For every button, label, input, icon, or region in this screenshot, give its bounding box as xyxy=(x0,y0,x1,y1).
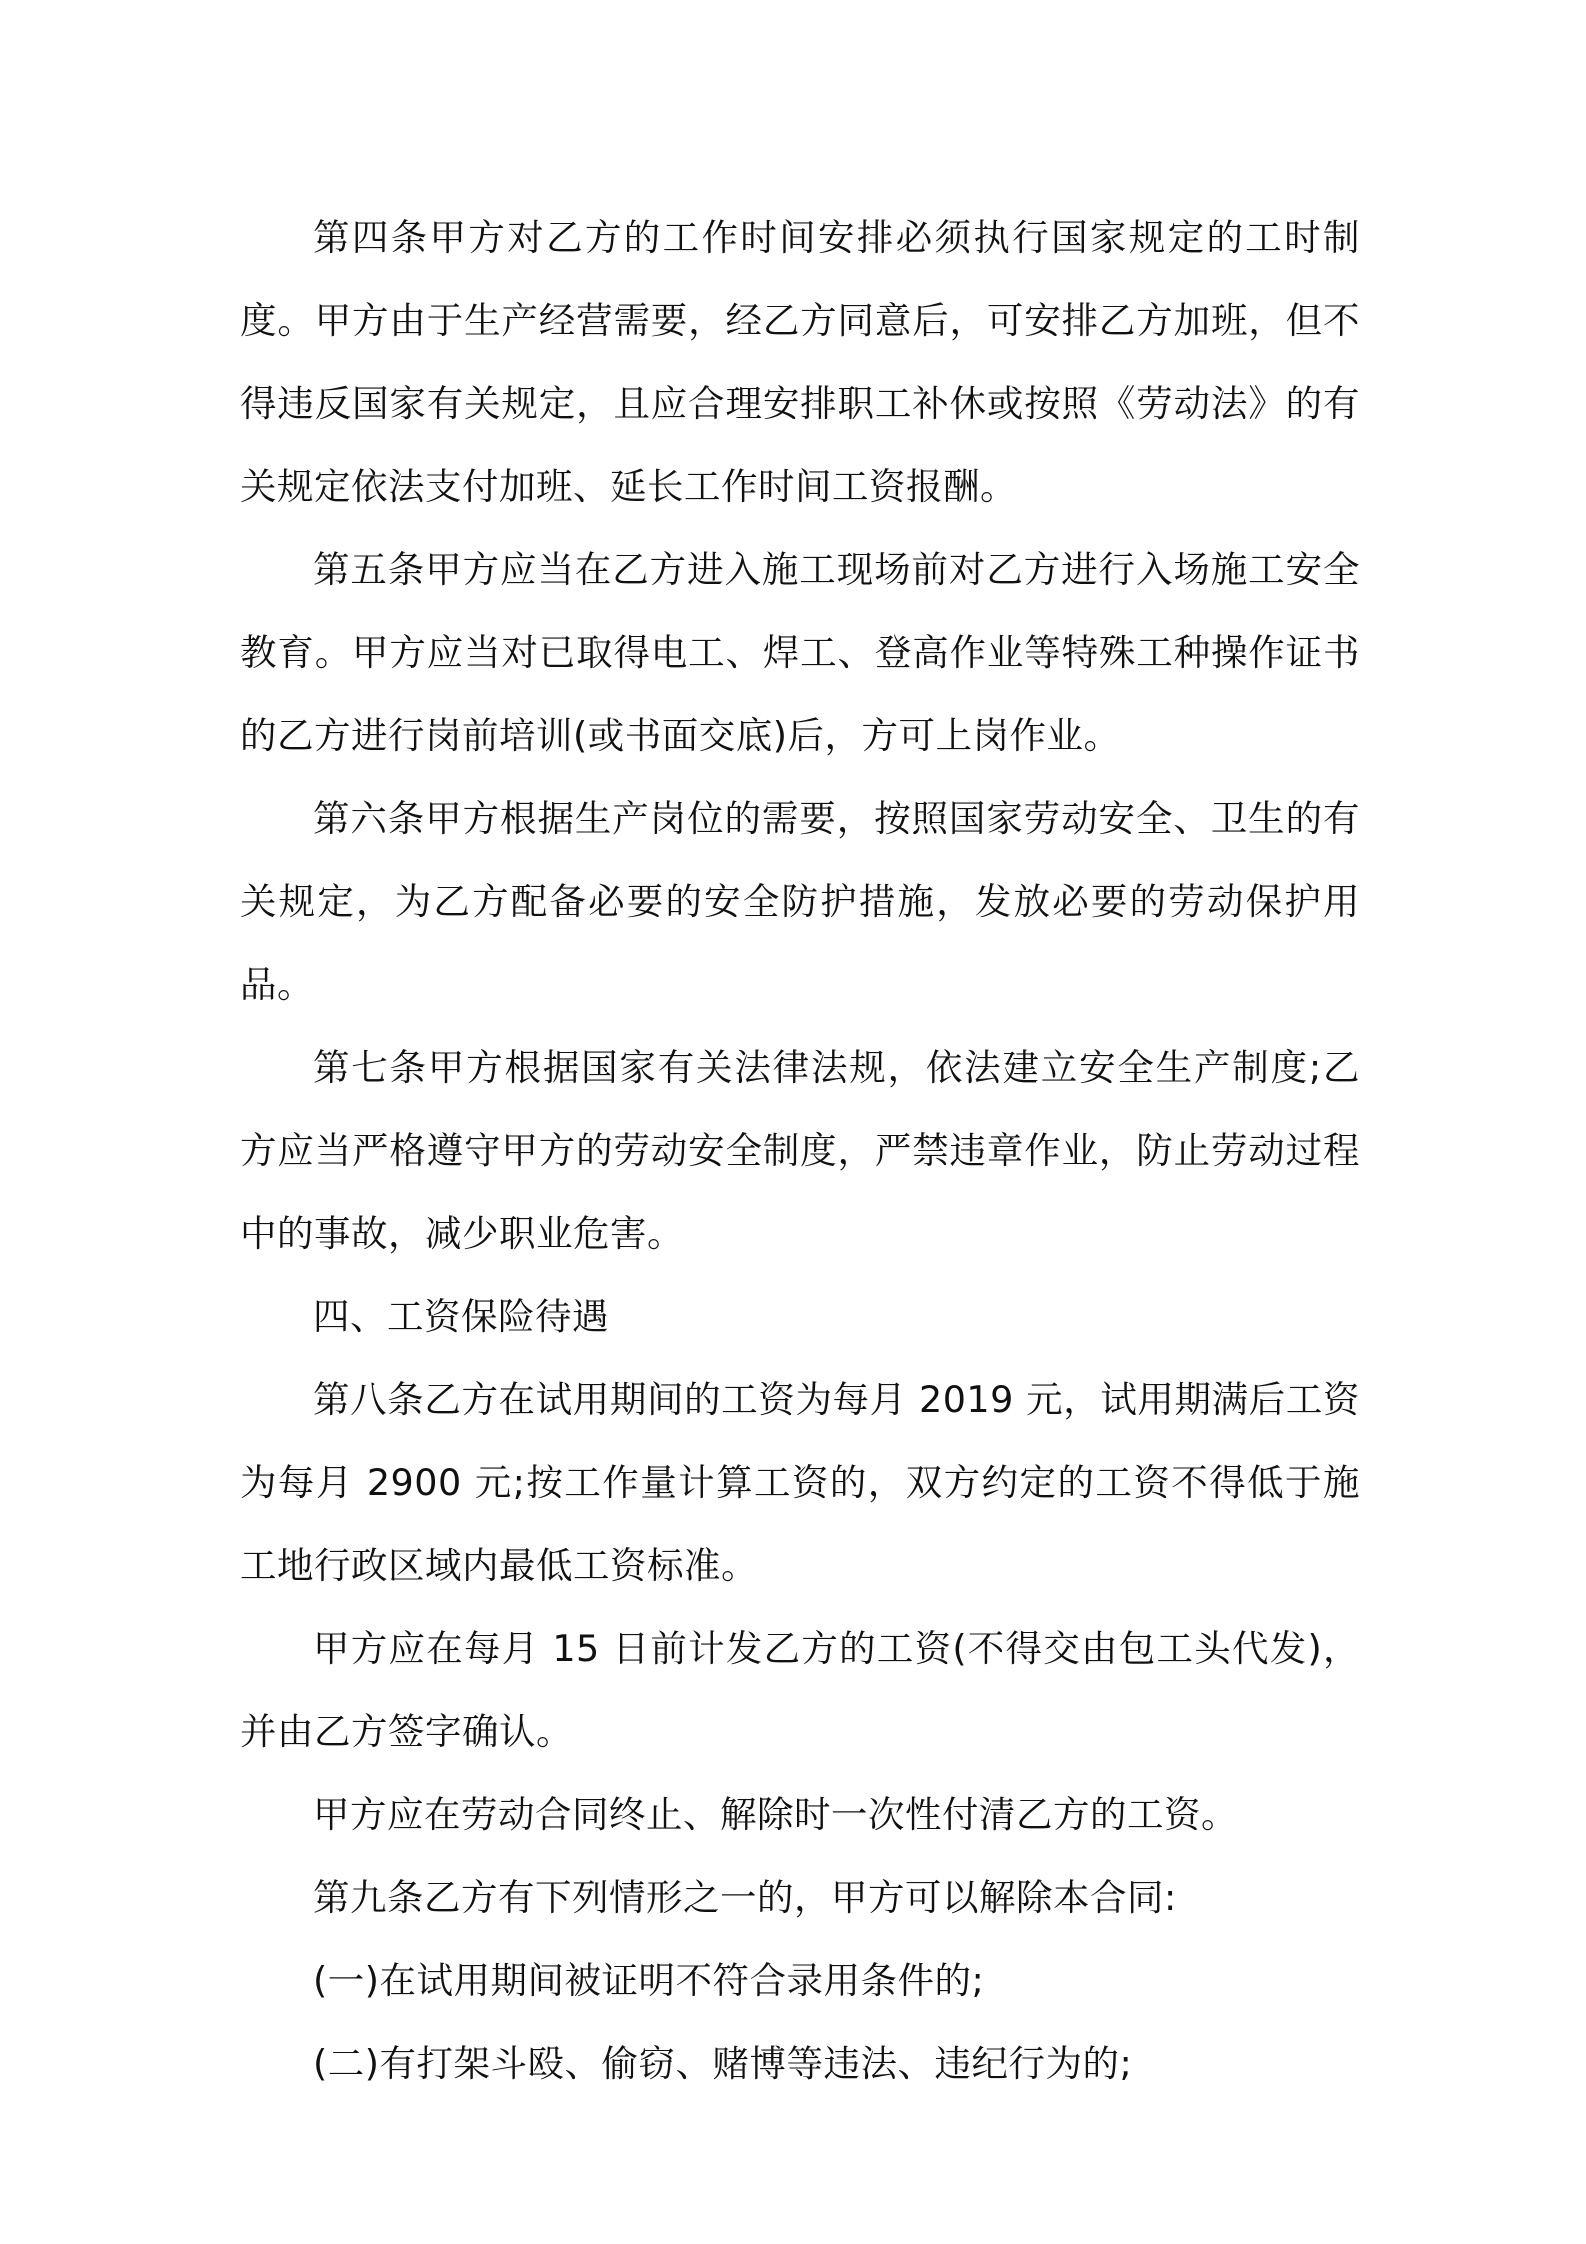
article-5-safety-education: 第五条甲方应当在乙方进入施工现场前对乙方进行入场施工安全教育。甲方应当对已取得电工、焊工、登高作业等特殊工种操作证书的乙方进行岗前培训(或书面交底)后，方可上岗作业。 xyxy=(240,548,1360,757)
termination-item-2: (二)有打架斗殴、偷窃、赌博等违法、违纪行为的; xyxy=(313,2042,1133,2085)
section-heading-wages-insurance: 四、工资保险待遇 xyxy=(313,1295,609,1338)
termination-item-1: (一)在试用期间被证明不符合录用条件的; xyxy=(313,1959,985,2002)
article-8-wages: 第八条乙方在试用期间的工资为每月 2019 元，试用期满后工资为每月 2900 元;按工作量计算工资的，双方约定的工资不得低于施工地行政区域内最低工资标准。 xyxy=(240,1378,1360,1587)
article-6-protective-equipment: 第六条甲方根据生产岗位的需要，按照国家劳动安全、卫生的有关规定，为乙方配备必要的安全防护措施，发放必要的劳动保护用品。 xyxy=(240,797,1360,1006)
article-4-working-hours: 第四条甲方对乙方的工作时间安排必须执行国家规定的工时制度。甲方由于生产经营需要，经乙方同意后，可安排乙方加班，但不得违反国家有关规定，且应合理安排职工补休或按照《劳动法》的有关规定依法支付加班、延长工作时间工资报酬。 xyxy=(240,216,1360,508)
article-7-safety-system: 第七条甲方根据国家有关法律法规，依法建立安全生产制度;乙方应当严格遵守甲方的劳动安全制度，严禁违章作业，防止劳动过程中的事故，减少职业危害。 xyxy=(240,1046,1360,1255)
wage-payment-date: 甲方应在每月 15 日前计发乙方的工资(不得交由包工头代发)，并由乙方签字确认。 xyxy=(240,1627,1360,1753)
final-wage-settlement: 甲方应在劳动合同终止、解除时一次性付清乙方的工资。 xyxy=(313,1793,1238,1836)
contract-body xyxy=(240,196,1360,2105)
article-9-termination: 第九条乙方有下列情形之一的，甲方可以解除本合同: xyxy=(313,1876,1177,1919)
